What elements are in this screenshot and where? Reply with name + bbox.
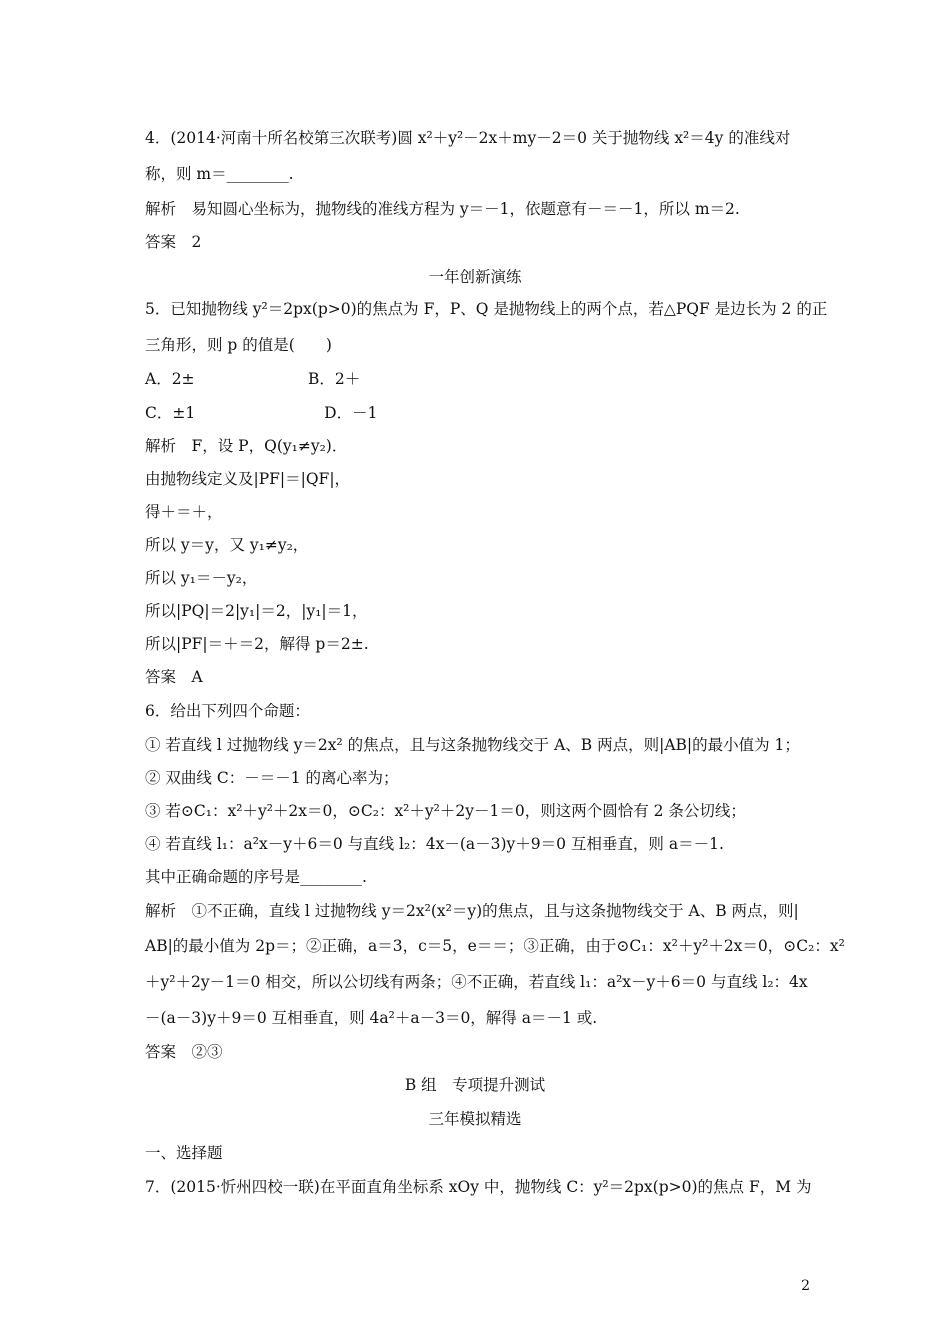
- problem-6-solution-3: ＋y²＋2y－1＝0 相交，所以公切线有两条；④不正确，若直线 l₁：a²x－y＋6＝0 与直线 l₂：4x: [145, 973, 808, 991]
- problem-5-options-ab: A．2± B．2＋: [145, 370, 361, 388]
- problem-5-options-cd: C．±1 D．－1: [145, 404, 378, 422]
- problem-4-line-1: 4．(2014·河南十所名校第三次联考)圆 x²＋y²－2x＋my－2＝0 关于抛物线 x²＝4y 的准线对: [145, 129, 791, 147]
- problem-4-solution: 解析 易知圆心坐标为，抛物线的准线方程为 y＝－1，依题意有－＝－1，所以 m＝2.: [145, 200, 740, 218]
- subsection-multiple-choice: 一、选择题: [145, 1144, 223, 1162]
- section-heading-innovation: 一年创新演练: [428, 268, 522, 286]
- problem-5-solution-3: 得＋＝＋，: [145, 503, 223, 521]
- problem-5-solution-4: 所以 y＝y，又 y₁≠y₂，: [145, 536, 309, 554]
- problem-6-statement-4: ④ 若直线 l₁：a²x－y＋6＝0 与直线 l₂：4x－(a－3)y＋9＝0 互相垂直，则 a＝－1.: [145, 835, 724, 853]
- problem-5-solution-1: 解析 F，设 P，Q(y₁≠y₂)．: [145, 437, 348, 455]
- section-heading-group-b: B 组 专项提升测试: [404, 1076, 546, 1094]
- problem-7-line-1: 7．(2015·忻州四校一联)在平面直角坐标系 xOy 中，抛物线 C：y²＝2px(p>0)的焦点 F，M 为: [145, 1178, 812, 1196]
- page-number: 2: [801, 1278, 810, 1294]
- problem-4-answer: 答案 2: [145, 233, 202, 251]
- problem-5-line-2: 三角形，则 p 的值是( ): [145, 336, 332, 354]
- problem-6-statement-3: ③ 若⊙C₁：x²＋y²＋2x＝0，⊙C₂：x²＋y²＋2y－1＝0，则这两个圆恰有 2 条公切线；: [145, 802, 746, 820]
- problem-6-question: 其中正确命题的序号是________.: [145, 868, 367, 886]
- section-heading-simulation: 三年模拟精选: [428, 1110, 522, 1128]
- problem-6-intro: 6．给出下列四个命题：: [145, 702, 310, 720]
- problem-5-line-1: 5．已知抛物线 y²＝2px(p>0)的焦点为 F，P、Q 是抛物线上的两个点，若△PQF 是边长为 2 的正: [145, 300, 828, 318]
- problem-6-statement-1: ① 若直线 l 过抛物线 y＝2x² 的焦点，且与这条抛物线交于 A、B 两点，则|AB|的最小值为 1；: [145, 736, 800, 754]
- problem-6-answer: 答案 ②③: [145, 1043, 223, 1061]
- problem-5-solution-5: 所以 y₁＝－y₂，: [145, 569, 258, 587]
- problem-6-statement-2: ② 双曲线 C：－＝－1 的离心率为；: [145, 769, 399, 787]
- problem-5-answer: 答案 A: [145, 668, 203, 686]
- problem-5-solution-7: 所以|PF|＝＋＝2，解得 p＝2±.: [145, 635, 369, 653]
- problem-5-solution-6: 所以|PQ|＝2|y₁|＝2，|y₁|＝1，: [145, 602, 368, 620]
- problem-6-solution-2: AB|的最小值为 2p＝；②正确，a＝3，c＝5，e＝＝；③正确，由于⊙C₁：x²＋y²＋2x＝0，⊙C₂：x²: [145, 937, 845, 955]
- problem-6-solution-1: 解析 ①不正确，直线 l 过抛物线 y＝2x²(x²＝y)的焦点，且与这条抛物线交于 A、B 两点，则|: [145, 902, 799, 920]
- problem-5-solution-2: 由抛物线定义及|PF|＝|QF|，: [145, 470, 351, 488]
- problem-4-line-2: 称，则 m＝________.: [145, 165, 294, 183]
- problem-6-solution-4: －(a－3)y＋9＝0 互相垂直，则 4a²＋a－3＝0，解得 a＝－1 或.: [145, 1009, 598, 1027]
